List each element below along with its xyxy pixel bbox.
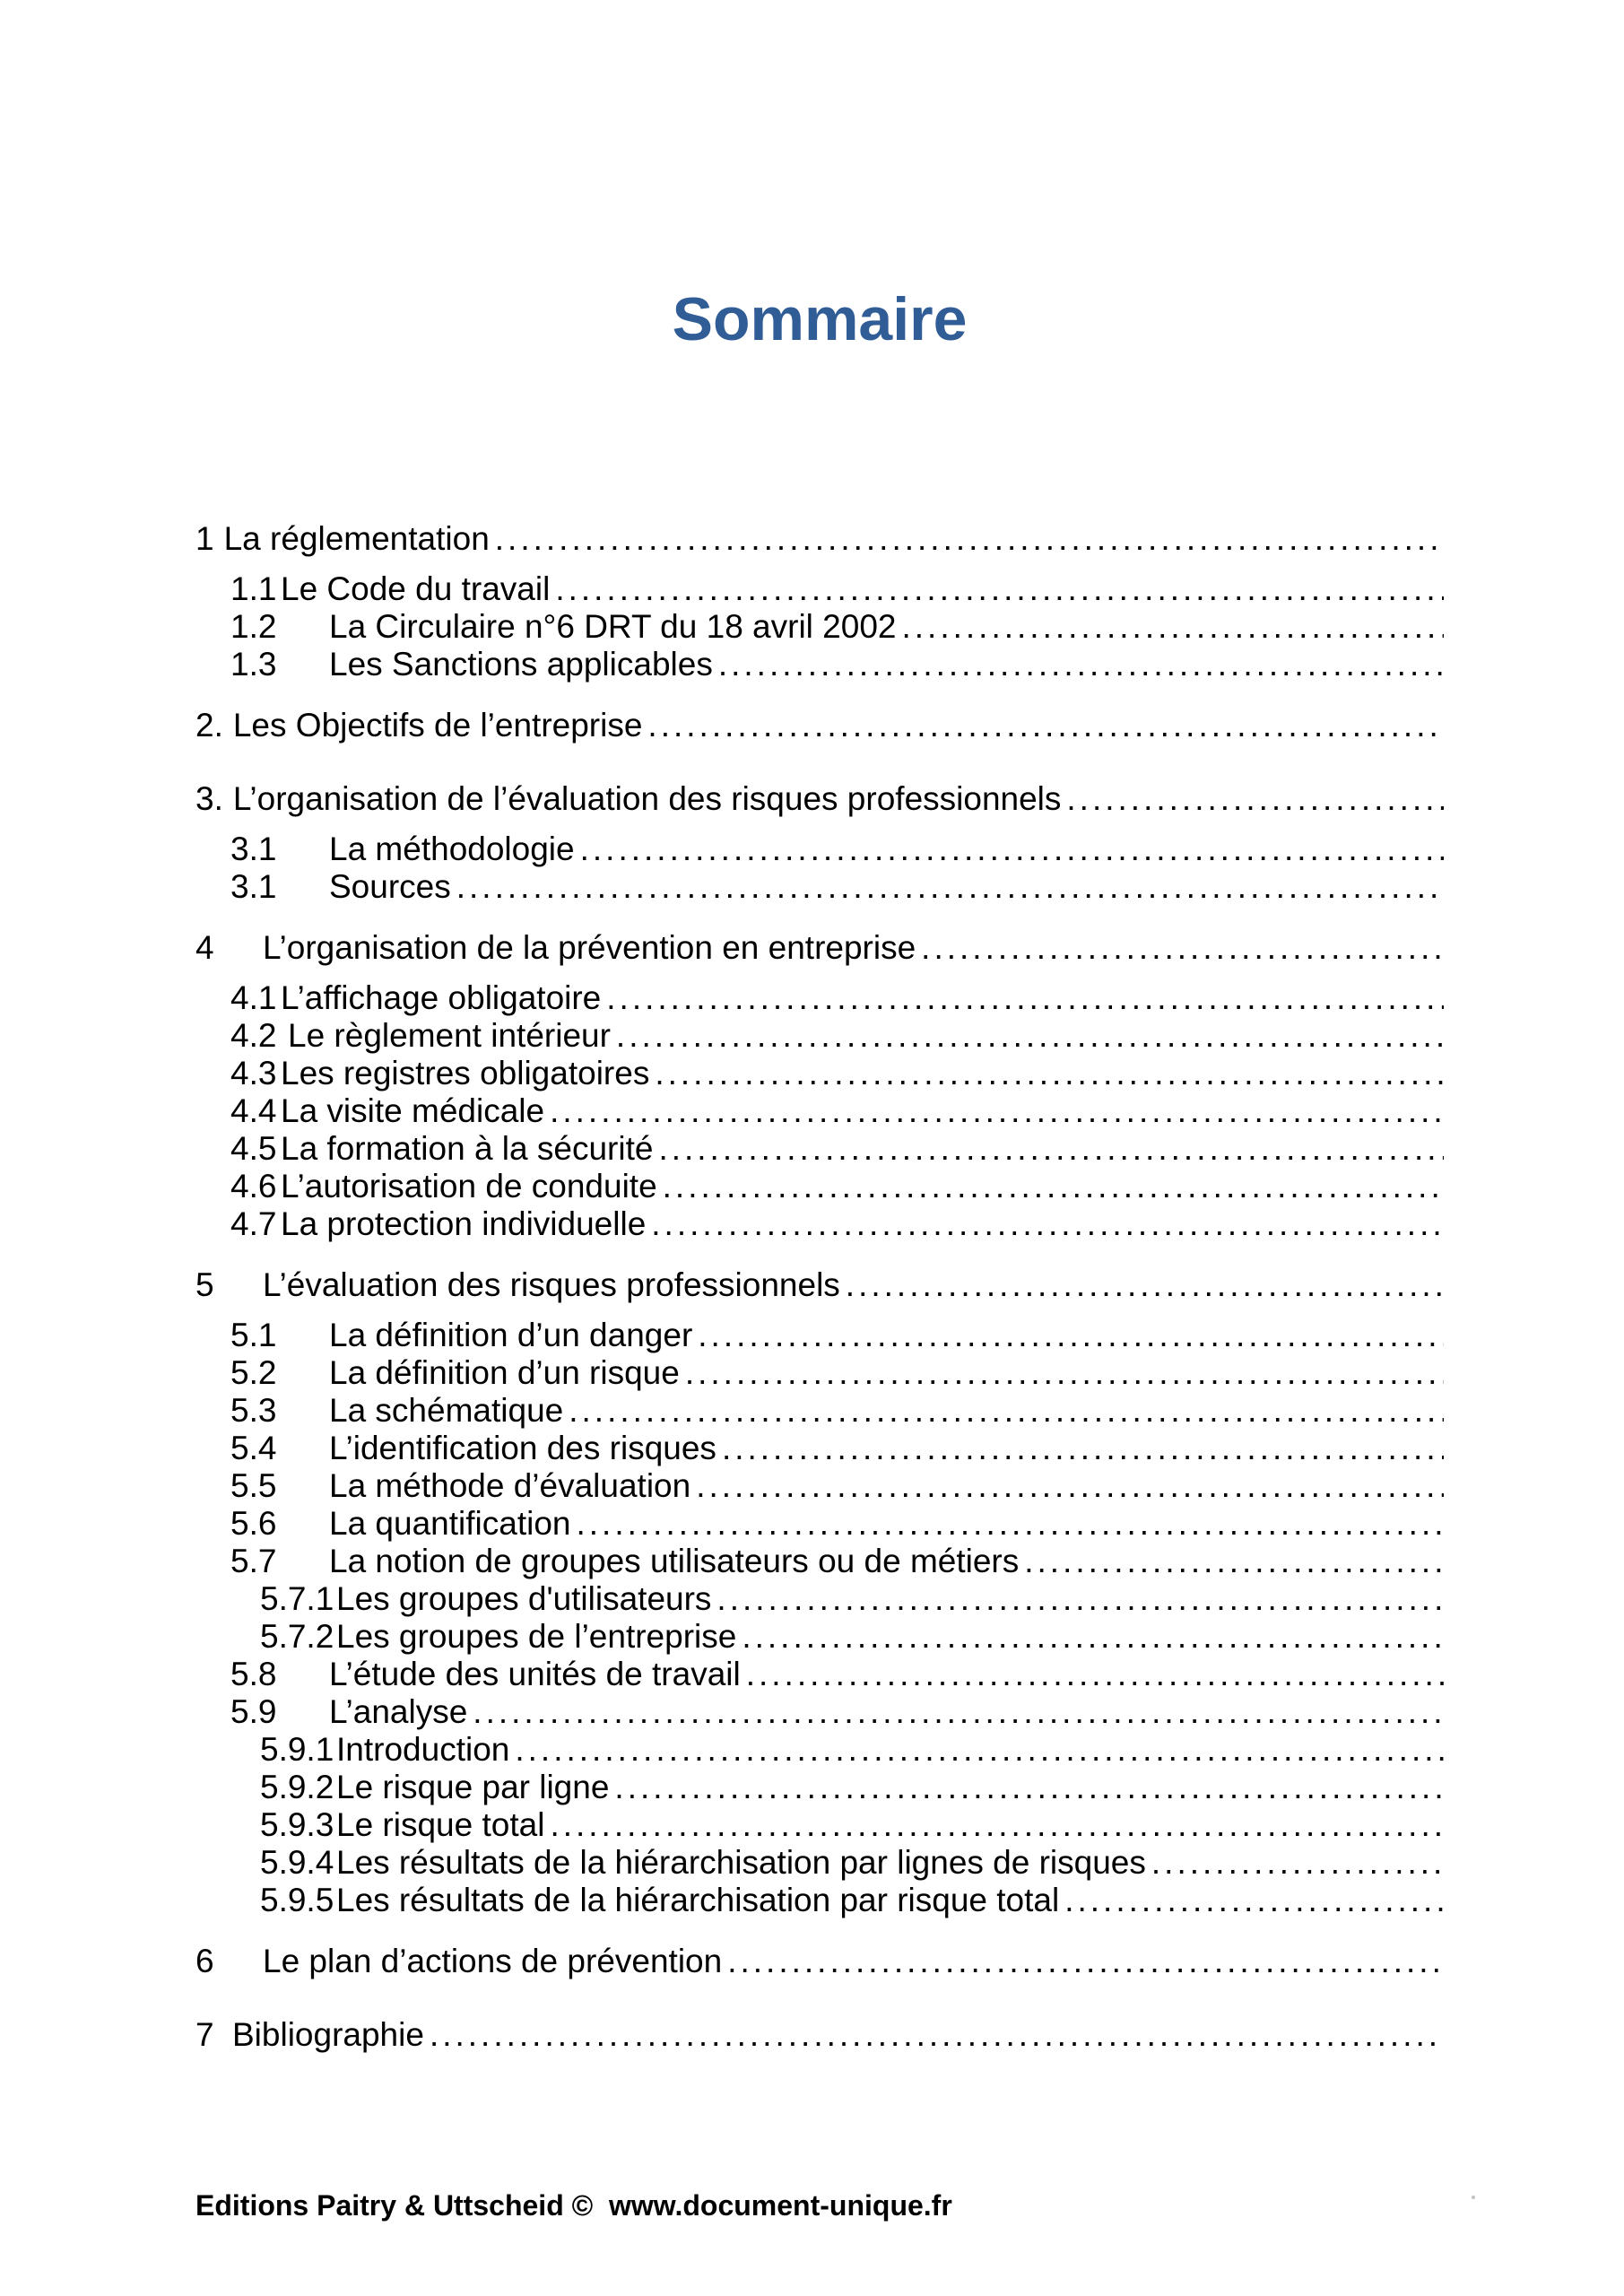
scan-artifact-dot [1472, 2196, 1475, 2199]
toc-entry [195, 1731, 1444, 1769]
toc-entry-number: 5.9.4 [260, 1844, 334, 1881]
toc-entry [195, 1317, 1444, 1354]
dot-leader [611, 1017, 1444, 1055]
toc-entry-label: L’identification des risques [329, 1430, 716, 1466]
toc-entry [195, 1656, 1444, 1693]
dot-leader [680, 1354, 1444, 1392]
toc-entry [195, 1618, 1444, 1656]
toc-entry-label: La méthode d’évaluation [329, 1467, 691, 1504]
toc-entry [195, 1806, 1444, 1844]
toc-entry-number: 5.9.3 [260, 1806, 334, 1843]
toc-entry [195, 1467, 1444, 1505]
dot-leader [897, 608, 1445, 646]
dot-leader [840, 1266, 1444, 1304]
toc-entry-number: 3.1 [230, 831, 277, 867]
toc-entry-number: 5.1 [230, 1317, 277, 1353]
toc-entry-label: Les Sanctions applicables [329, 646, 713, 683]
dot-leader [741, 1656, 1444, 1693]
toc-entry [195, 1882, 1444, 1919]
dot-leader [563, 1392, 1444, 1430]
toc-entry [195, 1580, 1444, 1618]
toc-entry-number: 4.4 [230, 1092, 277, 1129]
toc-entry [195, 831, 1444, 868]
toc-entry-number: 1.1 [230, 570, 277, 607]
toc-entry-label: Les résultats de la hiérarchisation par lignes de risques [336, 1844, 1146, 1881]
toc-entry-number: 5.3 [230, 1392, 277, 1429]
toc-entry-number: 5.9 [230, 1693, 277, 1730]
toc-entry-number: 6 [195, 1943, 214, 1979]
toc-entry [195, 1354, 1444, 1392]
toc-entry-number: 5.6 [230, 1505, 277, 1542]
dot-leader [653, 1130, 1444, 1168]
toc-entry-label: Introduction [336, 1731, 510, 1768]
dot-leader [649, 1055, 1444, 1092]
toc-entry-label: Le risque par ligne [336, 1769, 610, 1805]
toc-entry [195, 570, 1444, 608]
toc-entry [195, 1092, 1444, 1130]
dot-leader [916, 929, 1444, 967]
toc-entry-number: 1 [195, 520, 214, 557]
toc-entry-label: La visite médicale [281, 1092, 545, 1129]
toc-entry-label: Les groupes d'utilisateurs [336, 1580, 712, 1617]
toc-entry [195, 1505, 1444, 1543]
dot-leader [451, 868, 1444, 906]
toc-entry-label: La réglementation [223, 520, 490, 557]
toc-entry [195, 979, 1444, 1017]
toc-entry [195, 1844, 1444, 1882]
dot-leader [657, 1168, 1444, 1205]
toc-entry-number: 5.7 [230, 1543, 277, 1579]
toc-entry-number: 5.9.1 [260, 1731, 334, 1768]
toc-entry-number: 2. [195, 707, 223, 744]
toc-entry-number: 4.3 [230, 1055, 277, 1091]
toc-entry [195, 646, 1444, 683]
toc-entry-label: L’étude des unités de travail [329, 1656, 741, 1692]
toc-entry [195, 929, 1444, 967]
toc-entry-label: L’évaluation des risques professionnels [263, 1266, 840, 1303]
toc-entry-label: Bibliographie [232, 2016, 424, 2053]
dot-leader [601, 979, 1444, 1017]
toc-entry-label: La schématique [329, 1392, 564, 1429]
toc-entry [195, 1769, 1444, 1806]
dot-leader [1061, 780, 1444, 818]
toc-entry [195, 868, 1444, 906]
toc-entry-number: 3.1 [230, 868, 277, 905]
toc-entry-number: 4.5 [230, 1130, 277, 1167]
dot-leader [711, 1580, 1444, 1618]
toc-entry-number: 5.9.2 [260, 1769, 334, 1805]
toc-entry-label: La notion de groupes utilisateurs ou de métiers [329, 1543, 1020, 1579]
toc-entry-number: 4.7 [230, 1205, 277, 1242]
toc-entry-number: 4.6 [230, 1168, 277, 1205]
dot-leader [736, 1618, 1444, 1656]
toc-entry [195, 1392, 1444, 1430]
dot-leader [713, 646, 1444, 683]
toc-entry-number: 3. [195, 780, 223, 817]
dot-leader [716, 1430, 1444, 1467]
toc-entry-label: La formation à la sécurité [281, 1130, 654, 1167]
toc-entry-number: 1.3 [230, 646, 277, 683]
toc-entry-label: Sources [329, 868, 451, 905]
toc-list [195, 497, 1444, 2066]
toc-entry-label: L’organisation de la prévention en entreprise [263, 929, 916, 966]
dot-leader [424, 2016, 1444, 2054]
toc-entry-number: 5.5 [230, 1467, 277, 1504]
toc-entry-label: Les Objectifs de l’entreprise [232, 707, 643, 744]
page-footer: Editions Paitry & Uttscheid © www.document-unique.fr [195, 2189, 952, 2222]
dot-leader [467, 1693, 1444, 1731]
toc-entry-number: 5.7.2 [260, 1618, 334, 1655]
toc-entry [195, 1693, 1444, 1731]
toc-entry-label: L’affichage obligatoire [281, 979, 602, 1016]
toc-entry-number: 4.1 [230, 979, 277, 1016]
toc-entry [195, 1055, 1444, 1092]
toc-entry-label: Le plan d’actions de prévention [263, 1943, 723, 1979]
toc-entry-number: 5.4 [230, 1430, 277, 1466]
dot-leader [690, 1467, 1444, 1505]
document-page [195, 0, 1444, 2066]
toc-entry-label: La définition d’un danger [329, 1317, 693, 1353]
toc-entry [195, 1017, 1444, 1055]
toc-entry-label: La quantification [329, 1505, 571, 1542]
toc-entry-label: Le risque total [336, 1806, 545, 1843]
toc-entry-number: 1.2 [230, 608, 277, 645]
toc-entry-label: La méthodologie [329, 831, 575, 867]
dot-leader [550, 570, 1444, 608]
dot-leader [544, 1806, 1444, 1844]
dot-leader [570, 1505, 1444, 1543]
toc-entry [195, 608, 1444, 646]
dot-leader [692, 1317, 1444, 1354]
toc-entry [195, 1943, 1444, 1980]
dot-leader [490, 520, 1444, 558]
toc-entry-label: La définition d’un risque [329, 1354, 680, 1391]
toc-entry-label: L’analyse [329, 1693, 468, 1730]
toc-entry-label: Le Code du travail [281, 570, 551, 607]
toc-entry [195, 1430, 1444, 1467]
toc-entry [195, 1168, 1444, 1205]
toc-entry [195, 2016, 1444, 2054]
toc-entry-label: Les groupes de l’entreprise [336, 1618, 737, 1655]
toc-entry [195, 1543, 1444, 1580]
dot-leader [1146, 1844, 1444, 1882]
toc-entry [195, 707, 1444, 744]
toc-entry-label: La Circulaire n°6 DRT du 18 avril 2002 [329, 608, 897, 645]
toc-entry-number: 4.2 [230, 1017, 277, 1054]
toc-entry-number: 7 [195, 2016, 214, 2053]
dot-leader [642, 707, 1444, 744]
toc-entry [195, 1205, 1444, 1243]
dot-leader [646, 1205, 1444, 1243]
dot-leader [1059, 1882, 1444, 1919]
dot-leader [609, 1769, 1444, 1806]
toc-entry [195, 1130, 1444, 1168]
toc-entry [195, 780, 1444, 818]
toc-entry-number: 5.8 [230, 1656, 277, 1692]
toc-entry-number: 5 [195, 1266, 214, 1303]
dot-leader [544, 1092, 1444, 1130]
toc-entry-number: 5.9.5 [260, 1882, 334, 1918]
toc-entry-label: Les registres obligatoires [281, 1055, 650, 1091]
dot-leader [509, 1731, 1444, 1769]
toc-entry-number: 4 [195, 929, 214, 966]
toc-entry-label: L’autorisation de conduite [281, 1168, 657, 1205]
toc-entry-label: Le règlement intérieur [288, 1017, 611, 1054]
toc-entry-label: L’organisation de l’évaluation des risques professionnels [232, 780, 1062, 817]
toc-entry-number: 5.2 [230, 1354, 277, 1391]
toc-entry-label: Les résultats de la hiérarchisation par risque total [336, 1882, 1060, 1918]
dot-leader [722, 1943, 1444, 1980]
dot-leader [575, 831, 1444, 868]
page-title: Sommaire [672, 285, 968, 353]
toc-entry-number: 5.7.1 [260, 1580, 334, 1617]
toc-entry-label: La protection individuelle [281, 1205, 647, 1242]
toc-entry [195, 520, 1444, 558]
toc-entry [195, 1266, 1444, 1304]
dot-leader [1019, 1543, 1444, 1580]
